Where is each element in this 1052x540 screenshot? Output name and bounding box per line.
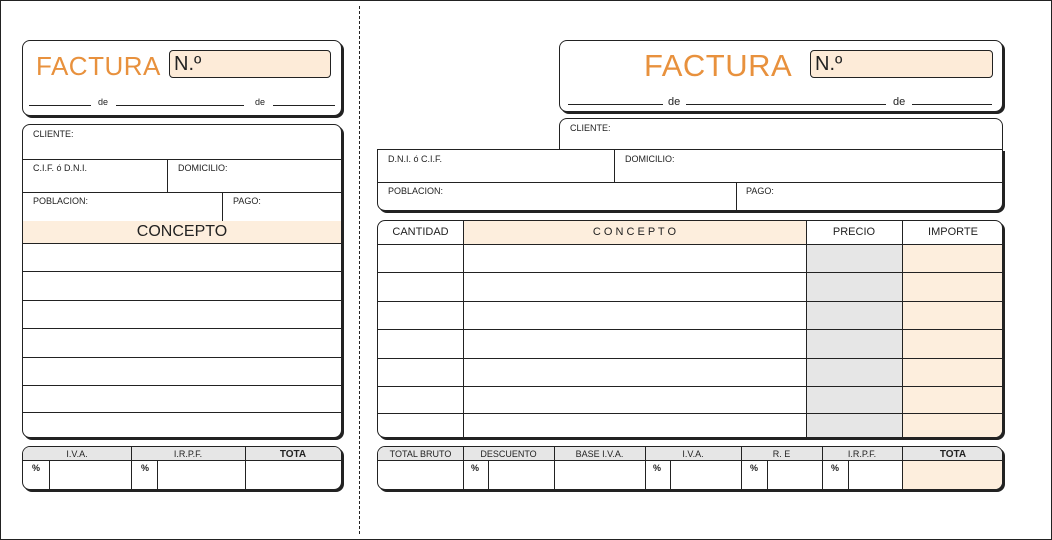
divider: [167, 159, 168, 192]
left-date-year-line[interactable]: [273, 105, 335, 106]
right-item-row-line: [378, 413, 1002, 414]
total-cell-bg: [902, 461, 1002, 489]
divider: [23, 192, 341, 193]
right-item-row-line: [378, 272, 1002, 273]
divider: [736, 182, 737, 210]
right-invoice-title: FACTURA: [644, 48, 793, 83]
right-header-box: [559, 40, 1003, 112]
right-date-month-line[interactable]: [686, 104, 886, 105]
divider: [378, 244, 1002, 245]
right-cliente-label: CLIENTE:: [570, 123, 611, 133]
right-domicilio-label: DOMICILIO:: [625, 154, 675, 164]
left-iva-header: I.V.A.: [66, 449, 88, 459]
right-re-pct: %: [750, 463, 759, 473]
right-client-box: [559, 118, 1003, 152]
right-date-sep-2: de: [893, 96, 906, 108]
divider: [23, 243, 341, 244]
right-totals-box: [377, 446, 1003, 490]
left-invoice-number-field[interactable]: N.º: [169, 50, 331, 78]
left-header-box: [22, 40, 342, 116]
left-cliente-label: CLIENTE:: [33, 129, 74, 139]
left-pago-label: PAGO:: [233, 196, 261, 206]
divider: [670, 460, 671, 489]
right-iva-pct: %: [653, 463, 662, 473]
divider: [378, 182, 1002, 183]
right-importe-header: IMPORTE: [928, 226, 978, 238]
left-date-sep-2: de: [255, 97, 266, 107]
divider: [767, 460, 768, 489]
left-concept-row-line: [23, 271, 341, 272]
right-irpf-header: I.R.P.F.: [847, 449, 877, 459]
divider: [378, 460, 1002, 461]
left-date-sep-1: de: [98, 97, 109, 107]
perforation-line: [359, 6, 360, 534]
client-box-top-edge: [377, 149, 560, 150]
right-iva-header: I.V.A.: [682, 449, 704, 459]
left-poblacion-label: POBLACION:: [33, 196, 89, 206]
right-items-table: [377, 220, 1003, 438]
right-precio-header: PRECIO: [832, 226, 876, 238]
right-descuento-pct: %: [471, 463, 480, 473]
divider: [614, 150, 615, 182]
left-date-day-line[interactable]: [29, 105, 91, 106]
left-date-month-line[interactable]: [116, 105, 244, 106]
left-concept-row-line: [23, 328, 341, 329]
right-cantidad-header: CANTIDAD: [392, 226, 449, 238]
right-item-row-line: [378, 386, 1002, 387]
divider: [848, 460, 849, 489]
left-totals-box: [22, 446, 342, 490]
left-irpf-header: I.R.P.F.: [173, 449, 203, 459]
right-irpf-pct: %: [831, 463, 840, 473]
right-dni-label: D.N.I. ó C.I.F.: [388, 154, 443, 164]
left-concept-row-line: [23, 300, 341, 301]
right-date-sep-1: de: [668, 96, 681, 108]
left-iva-pct: %: [32, 463, 41, 473]
right-re-header: R. E: [772, 449, 791, 459]
left-concepto-header: CONCEPTO: [136, 223, 228, 240]
divider: [222, 192, 223, 221]
right-total-bruto-header: TOTAL BRUTO: [389, 449, 452, 459]
left-concept-row-line: [23, 357, 341, 358]
divider: [23, 460, 341, 461]
left-domicilio-label: DOMICILIO:: [178, 163, 228, 173]
left-total-header: TOTA: [279, 449, 307, 460]
right-date-day-line[interactable]: [568, 104, 663, 105]
left-concept-row-line: [23, 385, 341, 386]
right-concepto-header: C O N C E P T O: [592, 226, 677, 238]
left-concept-row-line: [23, 412, 341, 413]
right-item-row-line: [378, 358, 1002, 359]
right-date-year-line[interactable]: [912, 104, 992, 105]
left-irpf-pct: %: [141, 463, 150, 473]
divider: [157, 460, 158, 489]
right-base-iva-header: BASE I.V.A.: [575, 449, 624, 459]
right-pago-label: PAGO:: [746, 186, 774, 196]
right-descuento-header: DESCUENTO: [480, 449, 537, 459]
right-invoice-number-field[interactable]: N.º: [810, 50, 993, 78]
right-total-header: TOTA: [939, 449, 967, 460]
right-item-row-line: [378, 329, 1002, 330]
left-body-box: [22, 124, 342, 438]
right-client-details-box: [377, 149, 1003, 211]
divider: [23, 159, 341, 160]
left-invoice-title: FACTURA: [36, 51, 161, 81]
right-item-row-line: [378, 301, 1002, 302]
left-cif-label: C.I.F. ó D.N.I.: [33, 163, 88, 173]
right-poblacion-label: POBLACION:: [388, 186, 444, 196]
divider: [488, 460, 489, 489]
divider: [49, 460, 50, 489]
